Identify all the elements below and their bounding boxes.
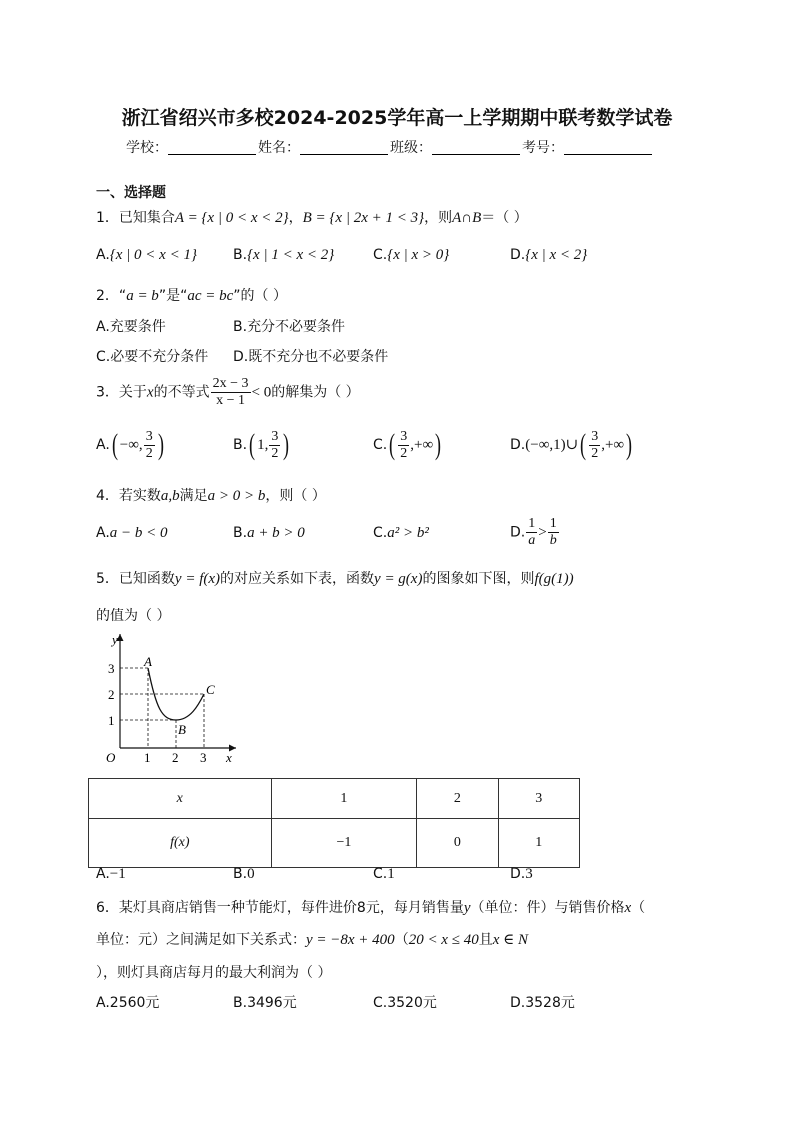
function-graph xyxy=(90,628,250,768)
xtick-1: 1 xyxy=(144,750,151,765)
table-cell: 1 xyxy=(271,779,417,819)
ytick-2: 2 xyxy=(108,687,115,702)
q1-option-a[interactable]: A.{x | 0 < x < 1} xyxy=(96,247,197,263)
school-blank[interactable] xyxy=(168,140,256,155)
ytick-3: 3 xyxy=(108,661,115,676)
q3-option-c[interactable]: C.( $\frac{3}{2}$ ,+∞) xyxy=(373,428,442,461)
name-label: 姓名： xyxy=(258,140,300,156)
q4-option-c[interactable]: C.a² > b² xyxy=(373,525,429,541)
q2-option-a[interactable]: A.充要条件 xyxy=(96,319,166,335)
q1-set-a: A = {x | 0 < x < 2} xyxy=(174,210,289,226)
table-cell: 2 xyxy=(417,779,498,819)
q4-option-a[interactable]: A.a − b < 0 xyxy=(96,525,168,541)
q1-expr: A∩B xyxy=(452,210,482,226)
class-blank[interactable] xyxy=(432,140,520,155)
q3-option-d[interactable]: D.(−∞,1)∪( $\frac{3}{2}$ ,+∞) xyxy=(510,428,633,461)
q1-then: ，则 xyxy=(424,210,453,226)
question-6-line2: 单位：元）之间满足如下关系式：y = −8x + 400（20 < x ≤ 40且x ∈ N xyxy=(96,932,528,948)
q1-set-b: B = {x | 2x + 1 < 3} xyxy=(302,210,425,226)
q6-option-d[interactable]: D.3528元 xyxy=(510,995,575,1011)
guide-lines xyxy=(120,668,204,748)
q3-fraction: $\frac{2x - 3}{x - 1}$ xyxy=(212,376,249,408)
section-heading: 一、选择题 xyxy=(96,185,166,201)
q1-text: 已知集合 xyxy=(118,210,175,226)
y-axis-label: y xyxy=(112,632,118,647)
table-cell: f(x) xyxy=(89,819,272,868)
q6-option-c[interactable]: C.3520元 xyxy=(373,995,437,1011)
point-b-label: B xyxy=(178,722,186,737)
table-cell: −1 xyxy=(271,819,417,868)
table-cell: 3 xyxy=(498,779,579,819)
question-4: 4．若实数a,b满足a > 0 > b，则（ ） xyxy=(96,488,326,504)
q1-tail: ＝（ ） xyxy=(481,210,528,226)
point-c-label: C xyxy=(206,682,215,697)
xtick-3: 3 xyxy=(200,750,207,765)
question-3: 3．关于x的不等式 $\frac{2x - 3}{x - 1}$ < 0的解集为（ ） xyxy=(96,376,360,408)
q5-option-d[interactable]: D.3 xyxy=(510,866,533,882)
class-label: 班级： xyxy=(390,140,432,156)
table-cell: x xyxy=(89,779,272,819)
q2-option-d[interactable]: D.既不充分也不必要条件 xyxy=(233,349,389,365)
q1-option-b[interactable]: B.{x | 1 < x < 2} xyxy=(233,247,335,263)
table-row xyxy=(89,819,580,868)
q6-option-b[interactable]: B.3496元 xyxy=(233,995,297,1011)
x-axis-label: x xyxy=(226,750,232,765)
table-cell: 1 xyxy=(498,819,579,868)
q6-option-a[interactable]: A.2560元 xyxy=(96,995,160,1011)
q4-option-b[interactable]: B.a + b > 0 xyxy=(233,525,305,541)
question-6-line3: ），则灯具商店每月的最大利润为（ ） xyxy=(96,965,332,981)
table-cell: 0 xyxy=(417,819,498,868)
q1-option-d[interactable]: D.{x | x < 2} xyxy=(510,247,588,263)
ytick-1: 1 xyxy=(108,713,115,728)
question-6: 6．某灯具商店销售一种节能灯，每件进价8元，每月销售量y（单位：件）与销售价格x（ xyxy=(96,900,646,916)
q1-number: 1． xyxy=(96,210,119,226)
number-blank[interactable] xyxy=(564,140,652,155)
q3-option-b[interactable]: B.( 1, $\frac{3}{2}$ ) xyxy=(233,428,290,461)
page-title: 浙江省绍兴市多校2024-2025学年高一上学期期中联考数学试卷 xyxy=(121,107,673,129)
school-label: 学校： xyxy=(126,140,168,156)
number-label: 考号： xyxy=(522,140,564,156)
question-2: 2．“a = b”是“ac = bc”的（ ） xyxy=(96,288,287,304)
q4-option-d[interactable]: D. $\frac{1}{a}$ > $\frac{1}{b}$ xyxy=(510,516,557,548)
q2-option-b[interactable]: B.充分不必要条件 xyxy=(233,319,346,335)
question-1 xyxy=(96,207,528,227)
point-a-label: A xyxy=(144,654,152,669)
table-row xyxy=(89,779,580,819)
q3-option-a[interactable]: A.( −∞, $\frac{3}{2}$ ) xyxy=(96,428,164,461)
q2-option-c[interactable]: C.必要不充分条件 xyxy=(96,349,209,365)
q1-option-c[interactable]: C.{x | x > 0} xyxy=(373,247,450,263)
q5-option-b[interactable]: B.0 xyxy=(233,866,255,882)
question-5: 5．已知函数y = f(x)的对应关系如下表，函数y = g(x)的图象如下图，则f(g(1)) xyxy=(96,571,574,587)
function-table xyxy=(88,778,580,868)
origin-label: O xyxy=(106,750,116,765)
student-info-line xyxy=(126,137,654,157)
q5-option-a[interactable]: A.−1 xyxy=(96,866,126,882)
q5-option-c[interactable]: C.1 xyxy=(373,866,395,882)
name-blank[interactable] xyxy=(300,140,388,155)
xtick-2: 2 xyxy=(172,750,179,765)
question-5-cont: 的值为（ ） xyxy=(96,608,171,624)
q1-sep: ， xyxy=(288,210,303,226)
